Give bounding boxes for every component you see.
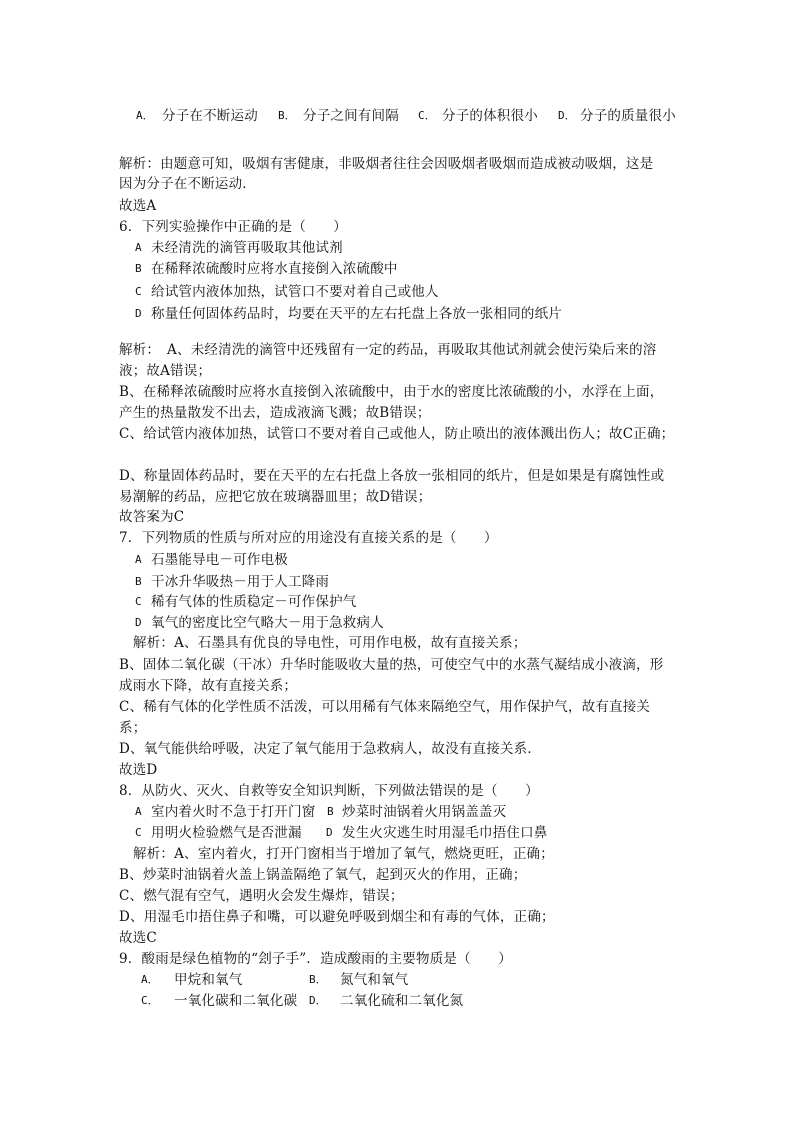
option-letter: C <box>135 285 142 298</box>
option-letter: A <box>135 805 142 818</box>
option-letter: C． <box>141 994 159 1007</box>
question-stem: 9．酸雨是绿色植物的“刽子手”．造成酸雨的主要物质是（ ） <box>119 951 512 967</box>
option-letter: C． <box>418 109 436 122</box>
option-text: 未经清洗的滴管再吸取其他试剂 <box>151 240 343 256</box>
option-text: 甲烷和氧气 <box>174 972 243 988</box>
option-text: 干冰升华吸热－用于人工降雨 <box>151 574 330 590</box>
analysis-line: 液；故A错误； <box>119 363 212 379</box>
analysis-line: 因为分子在不断运动． <box>119 176 256 192</box>
analysis-line: D、氧气能供给呼吸，决定了氧气能用于急救病人，故没有直接关系． <box>119 741 542 757</box>
analysis-line: D、称量固体药品时，要在天平的左右托盘上各放一张相同的纸片，但是如果是有腐蚀性或 <box>119 468 665 484</box>
option-letter: B <box>327 805 334 818</box>
option-letter: A <box>135 241 142 254</box>
option-text: 给试管内液体加热，试管口不要对着自己或他人 <box>151 284 439 300</box>
option-text: 一氧化碳和二氧化碳 <box>174 993 298 1009</box>
option-letter: A． <box>136 109 154 122</box>
option-text: 氮气和氧气 <box>340 972 409 988</box>
question-stem: 6．下列实验操作中正确的是（ ） <box>119 219 347 235</box>
option-letter: D． <box>558 109 576 122</box>
analysis-line: 解析：A、石墨具有优良的导电性，可用作电极，故有直接关系； <box>133 635 527 651</box>
analysis-line: 解析：A、室内着火，打开门窗相当于增加了氧气，燃烧更旺，正确； <box>133 846 554 862</box>
option-letter: A． <box>141 973 159 986</box>
analysis-line: B、在稀释浓硫酸时应将水直接倒入浓硫酸中，由于水的密度比浓硫酸的小，水浮在上面， <box>119 384 664 400</box>
option-letter: D <box>326 826 333 839</box>
option-letter: D <box>135 616 142 629</box>
option-text: 稀有气体的性质稳定－可作保护气 <box>151 594 357 610</box>
option-text: 分子之间有间隔 <box>303 108 399 124</box>
analysis-line: 成雨水下降，故有直接关系； <box>119 678 298 694</box>
analysis-line: 易潮解的药品，应把它放在玻璃器皿里；故D错误； <box>119 489 432 505</box>
option-letter: A <box>135 553 142 566</box>
option-letter: B． <box>309 973 327 986</box>
option-text: 在稀释浓硫酸时应将水直接倒入浓硫酸中 <box>151 261 398 277</box>
answer-line: 故选A <box>119 198 157 214</box>
answer-line: 故选D <box>119 762 158 778</box>
option-text: 室内着火时不急于打开门窗 <box>151 804 316 820</box>
analysis-line: 系； <box>119 720 147 736</box>
option-text: 称量任何固体药品时，均要在天平的左右托盘上各放一张相同的纸片 <box>151 306 562 322</box>
option-text: 分子在不断运动 <box>162 108 258 124</box>
option-letter: D． <box>309 994 327 1007</box>
question-stem: 7．下列物质的性质与所对应的用途没有直接关系的是（ ） <box>119 530 498 546</box>
option-text: 氧气的密度比空气略大－用于急救病人 <box>151 615 384 631</box>
analysis-line: B、固体二氧化碳（干冰）升华时能吸收大量的热，可使空气中的水蒸气凝结成小液滴，形 <box>119 657 664 673</box>
analysis-line: C、稀有气体的化学性质不活泼，可以用稀有气体来隔绝空气，用作保护气，故有直接关 <box>119 699 651 715</box>
option-text: 炒菜时油锅着火用锅盖盖灭 <box>342 804 507 820</box>
analysis-line: 解析： A、未经清洗的滴管中还残留有一定的药品，再吸取其他试剂就会使污染后来的溶 <box>119 342 657 358</box>
option-text: 用明火检验燃气是否泄漏 <box>151 825 302 841</box>
option-letter: C <box>135 826 142 839</box>
analysis-line: D、用湿毛巾捂住鼻子和嘴，可以避免呼吸到烟尘和有毒的气体，正确； <box>119 909 555 925</box>
answer-line: 故选C <box>119 930 157 946</box>
analysis-line: B、炒菜时油锅着火盖上锅盖隔绝了氧气，起到灭火的作用，正确； <box>119 867 527 883</box>
option-text: 二氧化硫和二氧化氮 <box>340 993 464 1009</box>
option-text: 分子的质量很小 <box>580 108 676 124</box>
option-letter: B <box>135 575 142 588</box>
question-stem: 8．从防火、灭火、自救等安全知识判断，下列做法错误的是（ ） <box>119 783 539 799</box>
option-text: 分子的体积很小 <box>442 108 538 124</box>
option-letter: D <box>135 307 142 320</box>
analysis-line: C、燃气混有空气，遇明火会发生爆炸，错误； <box>119 888 404 904</box>
option-letter: B． <box>278 109 296 122</box>
option-text: 石墨能导电－可作电极 <box>151 552 288 568</box>
analysis-line: C、给试管内液体加热，试管口不要对着自己或他人，防止喷出的液体溅出伤人；故C正确； <box>119 426 675 442</box>
answer-line: 故答案为C <box>119 509 185 525</box>
analysis-line: 解析：由题意可知，吸烟有害健康，非吸烟者往往会因吸烟者吸烟而造成被动吸烟，这是 <box>119 156 654 172</box>
option-letter: C <box>135 595 142 608</box>
option-letter: B <box>135 262 142 275</box>
option-text: 发生火灾逃生时用湿毛巾捂住口鼻 <box>342 825 548 841</box>
analysis-line: 产生的热量散发不出去，造成液滴飞溅；故B错误； <box>119 405 431 421</box>
